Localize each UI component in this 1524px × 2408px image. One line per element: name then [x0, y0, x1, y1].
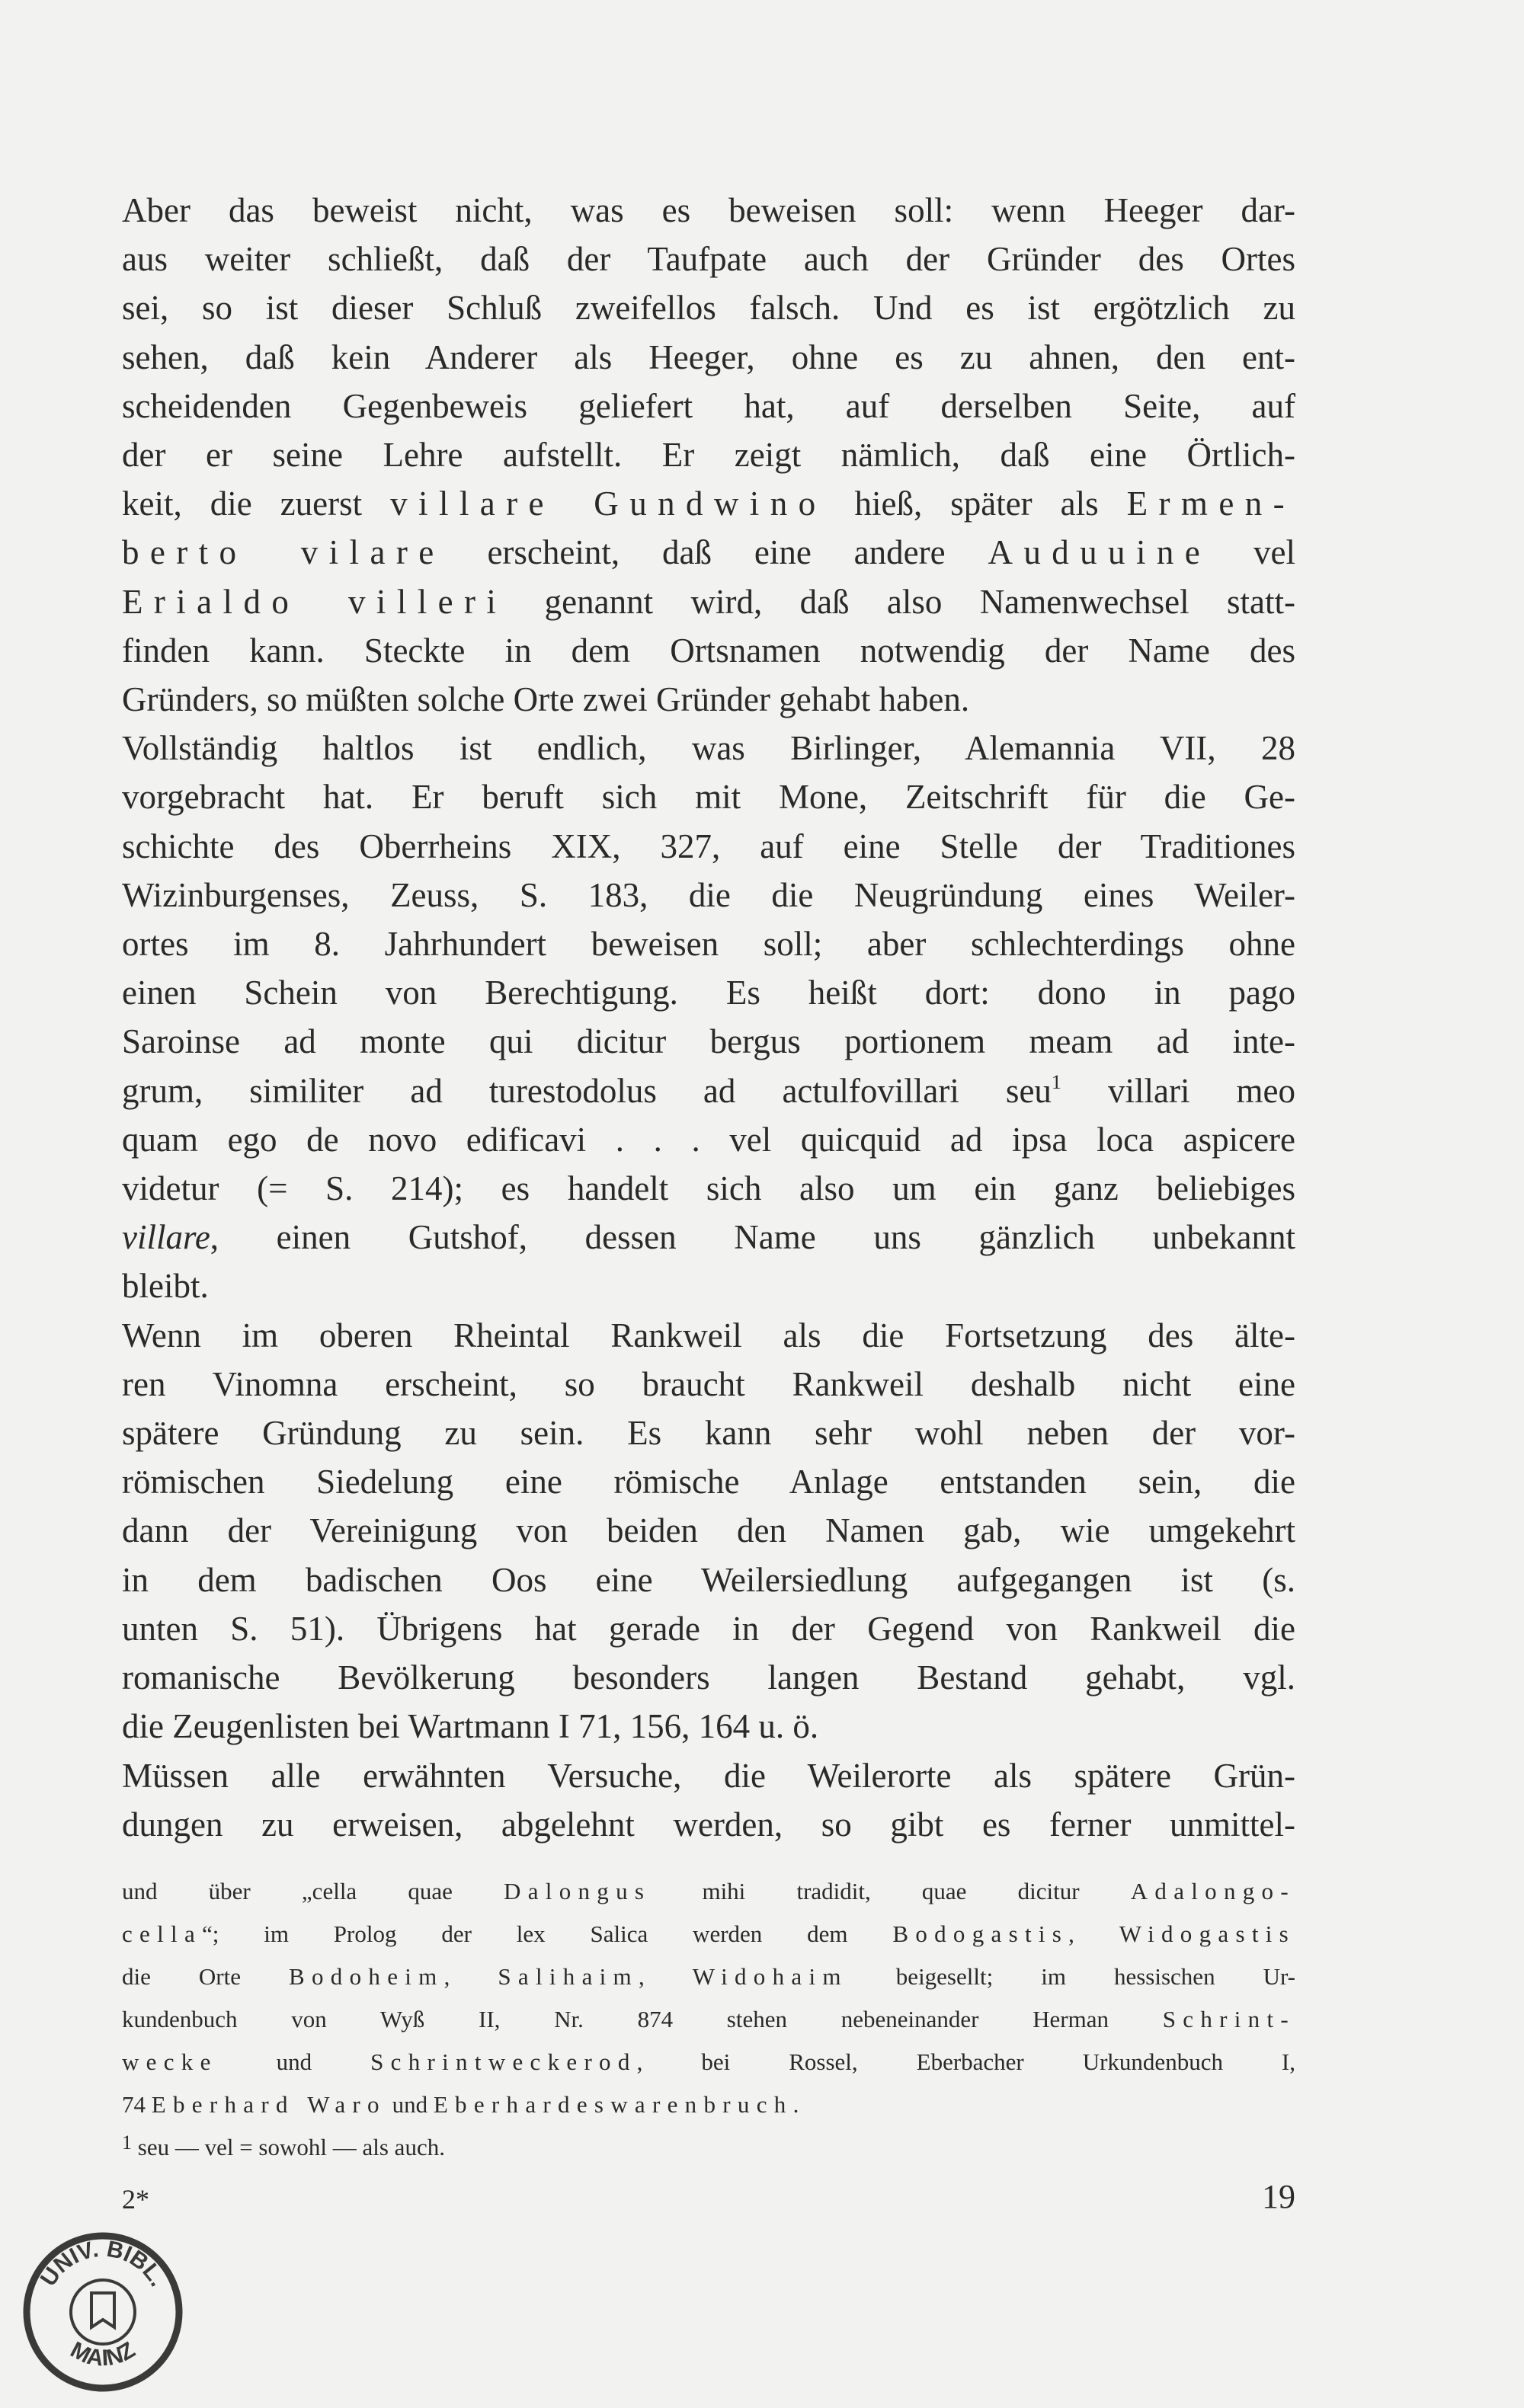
text-line: Vollständig haltlos ist endlich, was Birlinger, Alemannia VII, 28 [122, 729, 1295, 768]
footnote-line [122, 2041, 1295, 2083]
text-line: Saroinse ad monte qui dicitur bergus portionem meam ad inte- [122, 1022, 1295, 1061]
text-line: Aber das beweist nicht, was es beweisen soll: wenn Heeger dar- [122, 191, 1295, 229]
italic-term: villare [122, 1218, 210, 1257]
paragraph-end-line: die Zeugenlisten bei Wartmann I 71, 156, 164 u. ö. [122, 1707, 819, 1746]
footnote-line [122, 2083, 1295, 2126]
stamp-bottom-text: MAINZ [66, 2336, 140, 2371]
footnote-line [122, 1870, 1295, 1913]
spaced-name: Eberhard Waro [151, 2091, 386, 2118]
text-line: ren Vinomna erscheint, so braucht Rankweil deshalb nicht eine [122, 1364, 1295, 1403]
text-line: Müssen alle erwähnten Versuche, die Weilerorte als spätere Grün- [122, 1756, 1295, 1795]
spaced-place-name: Ermen- [1126, 484, 1295, 523]
library-stamp [15, 2221, 190, 2396]
text-line: quam ego de novo edificavi . . . vel quicquid ad ipsa loca aspicere [122, 1120, 1295, 1159]
text-line: aus weiter schließt, daß der Taufpate auch der Gründer des Ortes [122, 240, 1295, 279]
text-line: finden kann. Steckte in dem Ortsnamen notwendig der Name des [122, 631, 1295, 670]
spaced-name: cella [122, 1920, 203, 1947]
text-line: sehen, daß kein Anderer als Heeger, ohne es zu ahnen, den ent- [122, 337, 1295, 376]
text-line [122, 1066, 1295, 1115]
text-line [122, 479, 1295, 528]
text-segment: genannt wird, daß also Namenwechsel statt- [507, 582, 1295, 621]
spaced-name: Schrintweckerod [370, 2048, 637, 2075]
text-line: romanische Bevölkerung besonders langen Bestand gehabt, vgl. [122, 1658, 1295, 1697]
stamp-top-text: UNIV. BIBL. [35, 2236, 171, 2291]
spaced-name: Bodoheim [289, 1963, 444, 1990]
spaced-name: Bodogastis [892, 1920, 1069, 1947]
spaced-name: Eberhardeswarenbruch [433, 2091, 793, 2118]
text-line: dann der Vereinigung von beiden den Namen gab, wie umgekehrt [122, 1511, 1295, 1550]
text-segment: 74 [122, 2091, 152, 2118]
text-line: Wizinburgenses, Zeuss, S. 183, die die Neugründung eines Weiler- [122, 875, 1295, 914]
text-line: ortes im 8. Jahrhundert beweisen soll; aber schlechterdings ohne [122, 925, 1295, 964]
footnote-1 [122, 2126, 1295, 2169]
text-segment: beigesellt; im hessischen Ur- [847, 1963, 1296, 1990]
spaced-name: Adalongo- [1130, 1878, 1295, 1904]
text-line: Wenn im oberen Rheintal Rankweil als die Fortsetzung des älte- [122, 1316, 1295, 1354]
stamp-emblem-icon [91, 2293, 114, 2327]
text-line: schichte des Oberrheins XIX, 327, auf eine Stelle der Traditiones [122, 827, 1295, 865]
text-line [122, 1213, 1295, 1262]
spaced-name: Salihaim [498, 1963, 639, 1990]
text-line [122, 528, 1295, 577]
spaced-name: Dalongus [504, 1878, 652, 1904]
text-segment: , bei Rossel, Eberbacher Urkundenbuch I, [636, 2048, 1295, 2075]
text-line: scheidenden Gegenbeweis geliefert hat, auf derselben Seite, auf [122, 386, 1295, 425]
footnote-line [122, 1913, 1295, 1956]
footnote-line [122, 1956, 1295, 1998]
stamp-inner-ring [71, 2280, 135, 2344]
text-segment: hieß, später als [826, 484, 1127, 523]
text-segment: villari meo [1061, 1071, 1295, 1110]
footnote-line [122, 1998, 1295, 2041]
paragraph-end-line: bleibt. [122, 1267, 209, 1306]
text-line: dungen zu erweisen, abgelehnt werden, so gibt es ferner unmittel- [122, 1805, 1295, 1844]
spaced-place-name: berto vilare [122, 533, 445, 572]
text-line: unten S. 51). Übrigens hat gerade in der Gegend von Rankweil die [122, 1609, 1295, 1648]
footnote-text: seu — vel = sowohl — als auch. [132, 2134, 445, 2160]
text-line: in dem badischen Oos eine Weilersiedlung aufgegangen ist (s. [122, 1560, 1295, 1599]
text-segment: grum, similiter ad turestodolus ad actulfovillari seu [122, 1071, 1052, 1110]
text-segment: keit, die zuerst [122, 484, 391, 523]
text-line: spätere Gründung zu sein. Es kann sehr wohl neben der vor- [122, 1414, 1295, 1453]
text-line: der er seine Lehre aufstellt. Er zeigt nämlich, daß eine Örtlich- [122, 436, 1295, 475]
text-segment: , [1068, 1920, 1119, 1947]
footnote-number: 1 [122, 2131, 132, 2154]
text-line: einen Schein von Berechtigung. Es heißt dort: dono in pago [122, 974, 1295, 1012]
text-segment: kundenbuch von Wyß II, Nr. 874 stehen nebeneinander Herman [122, 2006, 1163, 2032]
text-segment: , [638, 1963, 693, 1990]
page-number: 19 [1262, 2178, 1295, 2215]
spaced-name: Widogastis [1119, 1920, 1296, 1947]
text-segment: . [792, 2091, 799, 2118]
spaced-place-name: Erialdo villeri [122, 582, 507, 621]
footnote-reference: 1 [1051, 1070, 1061, 1093]
text-line: videtur (= S. 214); es handelt sich also um ein ganz beliebiges [122, 1169, 1295, 1208]
text-segment: , [443, 1963, 498, 1990]
text-line: römischen Siedelung eine römische Anlage entstanden sein, die [122, 1463, 1295, 1501]
paragraph-end-line: Gründers, so müßten solche Orte zwei Gründer gehabt haben. [122, 680, 970, 719]
text-line: sei, so ist dieser Schluß zweifellos falsch. Und es ist ergötzlich zu [122, 289, 1295, 328]
spaced-place-name: Auduuine [988, 533, 1212, 572]
text-segment: die Orte [122, 1963, 290, 1990]
text-segment: , einen Gutshof, dessen Name uns gänzlich unbekannt [210, 1218, 1295, 1257]
text-segment: mihi tradidit, quae dicitur [651, 1878, 1131, 1904]
spaced-name: Widohaim [692, 1963, 848, 1990]
text-line: vorgebracht hat. Er beruft sich mit Mone, Zeitschrift für die Ge- [122, 778, 1295, 817]
signature-mark: 2* [122, 2184, 149, 2215]
text-segment: und [386, 2091, 434, 2118]
spaced-name: Schrint- [1162, 2006, 1295, 2032]
text-line [122, 577, 1295, 626]
footnotes [122, 1870, 1295, 2169]
spaced-place-name: villare Gundwino [390, 484, 827, 523]
text-segment: vel [1211, 533, 1295, 572]
text-segment: und über „cella quae [122, 1878, 504, 1904]
text-segment: “; im Prolog der lex Salica werden dem [202, 1920, 893, 1947]
spaced-name: wecke [122, 2048, 218, 2075]
text-segment: und [217, 2048, 371, 2075]
main-text [122, 186, 1295, 1849]
text-segment: erscheint, daß eine andere [444, 533, 988, 572]
